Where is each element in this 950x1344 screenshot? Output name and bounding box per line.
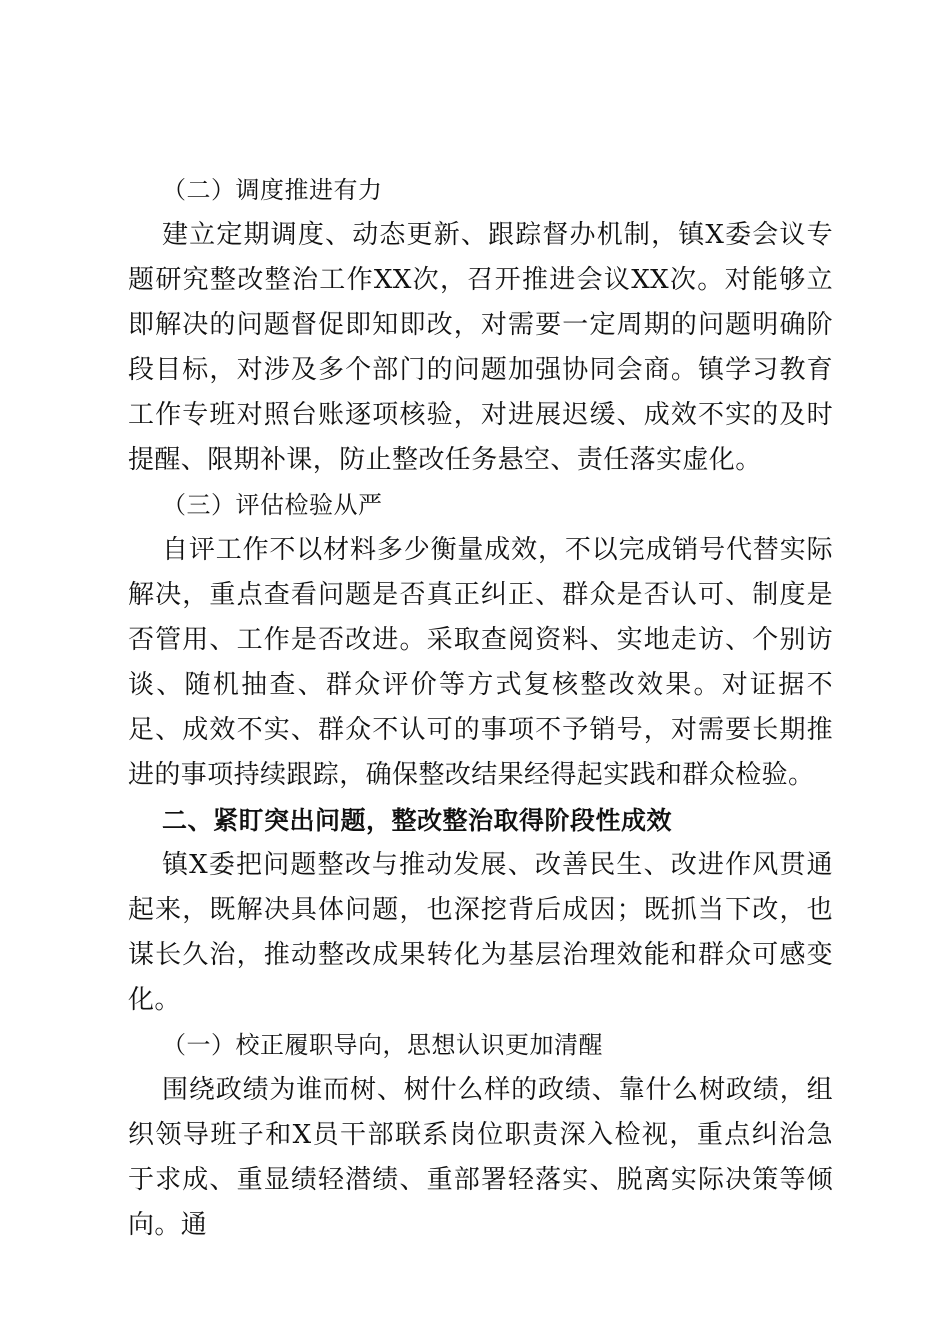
paragraph-chapter-two-intro: 镇X委把问题整改与推动发展、改善民生、改进作风贯通起来，既解决具体问题，也深挖背后成因；既抓当下改，也谋长久治，推动整改成果转化为基层治理效能和群众可感变化。: [128, 850, 833, 1015]
paragraph-orientation: 围绕政绩为谁而树、树什么样的政绩、靠什么树政绩，组织领导班子和X员干部联系岗位职责深入检视，重点纠治急于求成、重显绩轻潜绩、重部署轻落实、脱离实际决策等倾向。通: [128, 1075, 833, 1240]
section-heading-scheduling: （二）调度推进有力: [162, 176, 383, 204]
paragraph-scheduling: 建立定期调度、动态更新、跟踪督办机制，镇X委会议专题研究整改整治工作XX次，召开推进会议XX次。对能够立即解决的问题督促即知即改，对需要一定周期的问题明确阶段目标，对涉及多个部门的问题加强协同会商。镇学习教育工作专班对照台账逐项核验，对进展迟缓、成效不实的及时提醒、限期补课，防止整改任务悬空、责任落实虚化。: [128, 220, 833, 475]
chapter-heading-two: 二、紧盯突出问题，整改整治取得阶段性成效: [162, 806, 673, 835]
document-body: [128, 168, 833, 1248]
section-heading-orientation: （一）校正履职导向，思想认识更加清醒: [162, 1031, 603, 1059]
section-heading-evaluation: （三）评估检验从严: [162, 491, 383, 519]
paragraph-evaluation: 自评工作不以材料多少衡量成效，不以完成销号代替实际解决，重点查看问题是否真正纠正、群众是否认可、制度是否管用、工作是否改进。采取查阅资料、实地走访、个别访谈、随机抽查、群众评价等方式复核整改效果。对证据不足、成效不实、群众不认可的事项不予销号，对需要长期推进的事项持续跟踪，确保整改结果经得起实践和群众检验。: [128, 535, 833, 790]
